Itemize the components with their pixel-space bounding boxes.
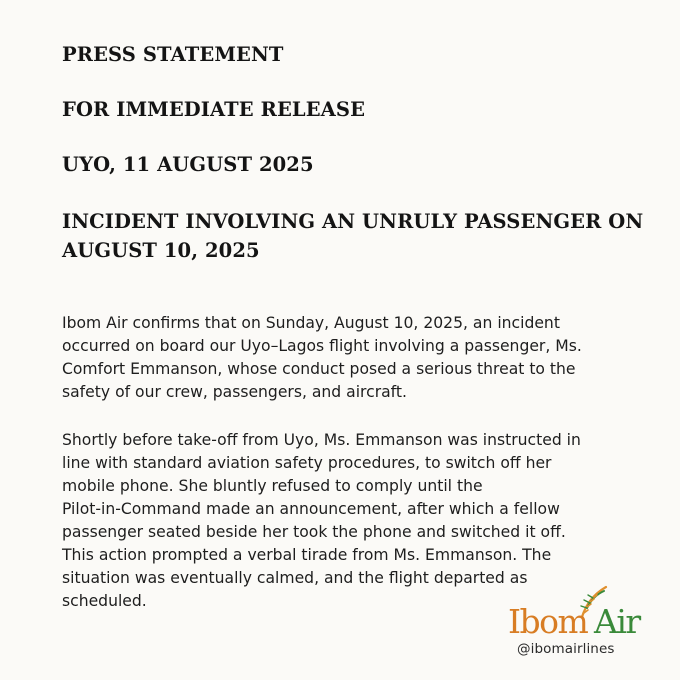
paragraph-line: scheduled. xyxy=(62,592,147,610)
statement-title xyxy=(62,207,644,265)
body-paragraph-1 xyxy=(62,312,642,404)
paragraph-line: passenger seated beside her took the phone and switched it off. xyxy=(62,523,566,541)
paragraph-line: line with standard aviation safety procedures, to switch off her xyxy=(62,454,552,472)
social-handle: @ibomairlines xyxy=(517,641,615,657)
statement-title-line: INCIDENT INVOLVING AN UNRULY PASSENGER ON xyxy=(62,210,644,233)
paragraph-line: Shortly before take-off from Uyo, Ms. Emmanson was instructed in xyxy=(62,431,581,449)
paragraph-line: situation was eventually calmed, and the flight departed as xyxy=(62,569,528,587)
statement-label: PRESS STATEMENT xyxy=(62,43,284,66)
paragraph-line: This action prompted a verbal tirade from Ms. Emmanson. The xyxy=(62,546,552,564)
logo-word-ibom: Ibom xyxy=(508,602,588,641)
ibom-air-logo xyxy=(508,584,658,664)
logo-word-air: Air xyxy=(594,602,640,641)
paragraph-line: Comfort Emmanson, whose conduct posed a serious threat to the xyxy=(62,360,576,378)
release-label: FOR IMMEDIATE RELEASE xyxy=(62,98,366,121)
paragraph-line: mobile phone. She bluntly refused to comply until the xyxy=(62,477,483,495)
paragraph-line: occurred on board our Uyo–Lagos flight involving a passenger, Ms. xyxy=(62,337,582,355)
paragraph-line: safety of our crew, passengers, and aircraft. xyxy=(62,383,407,401)
paragraph-line: Pilot-in-Command made an announcement, after which a fellow xyxy=(62,500,560,518)
statement-title-line: AUGUST 10, 2025 xyxy=(62,239,260,262)
dateline: UYO, 11 AUGUST 2025 xyxy=(62,153,314,176)
paragraph-line: Ibom Air confirms that on Sunday, August 10, 2025, an incident xyxy=(62,314,560,332)
